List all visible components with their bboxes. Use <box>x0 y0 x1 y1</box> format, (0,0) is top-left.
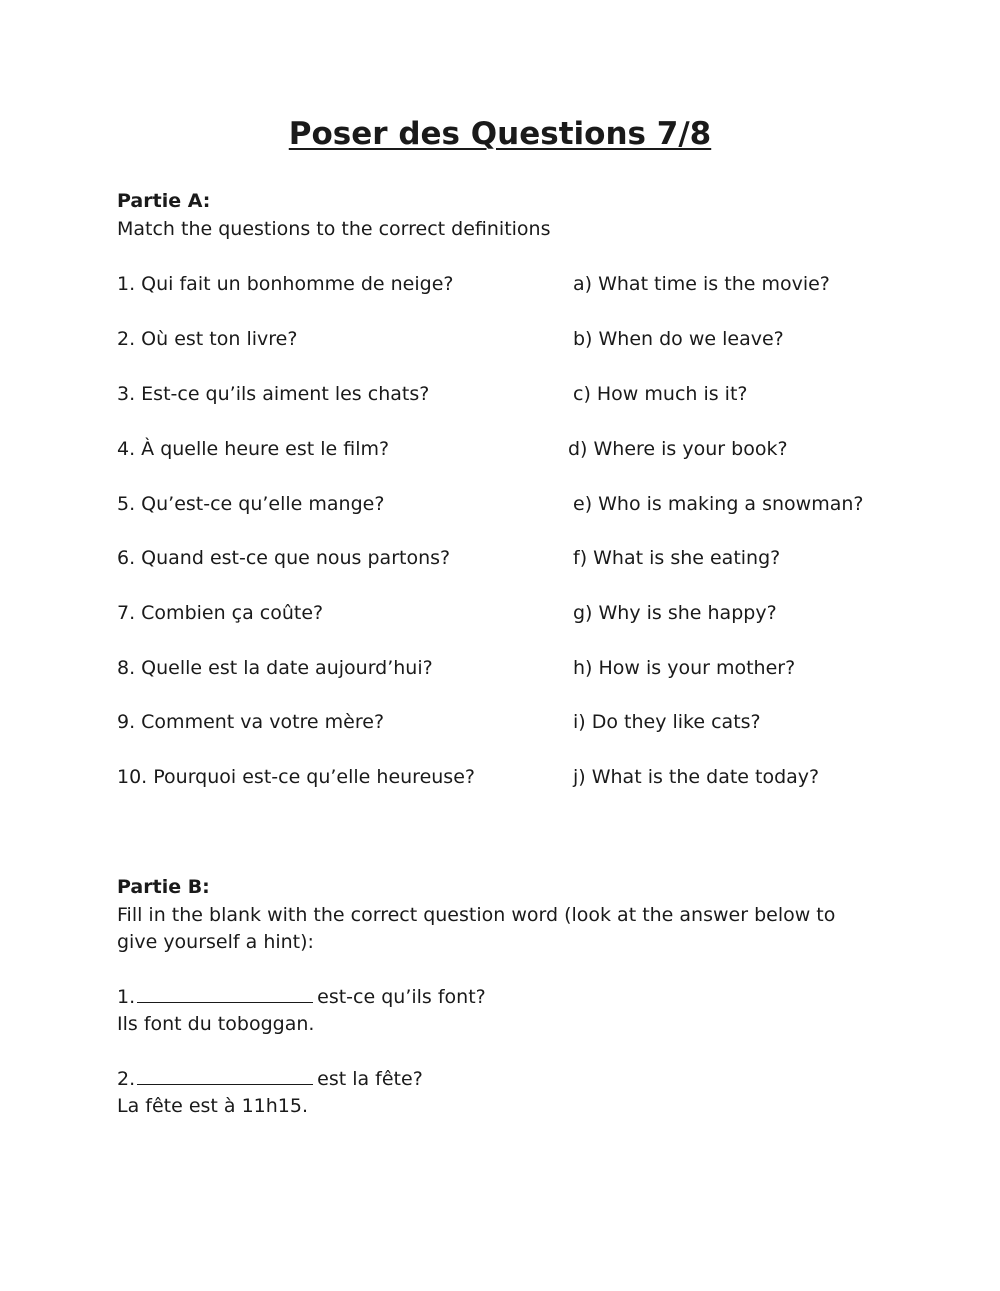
definition-item: g) Why is she happy? <box>573 602 777 624</box>
fill-blank-answer-2: La fête est à 11h15. <box>117 1095 309 1117</box>
fill-blank-question-text: est-ce qu’ils font? <box>317 986 486 1008</box>
partie-a-heading: Partie A: <box>117 190 211 212</box>
question-item: 5. Qu’est-ce qu’elle mange? <box>117 493 385 515</box>
question-item: 1. Qui fait un bonhomme de neige? <box>117 273 454 295</box>
question-item: 2. Où est ton livre? <box>117 328 298 350</box>
definition-item: j) What is the date today? <box>573 766 820 788</box>
fill-blank-answer-1: Ils font du toboggan. <box>117 1013 315 1035</box>
question-item: 7. Combien ça coûte? <box>117 602 324 624</box>
fill-blank-number: 1. <box>117 986 136 1008</box>
question-item: 8. Quelle est la date aujourd’hui? <box>117 657 433 679</box>
definition-item: c) How much is it? <box>573 383 748 405</box>
partie-b-instructions-line-1: Fill in the blank with the correct question word (look at the answer below to <box>117 904 836 926</box>
partie-b-instructions-line-2: give yourself a hint): <box>117 931 314 953</box>
definition-item: e) Who is making a snowman? <box>573 493 864 515</box>
partie-a-instructions: Match the questions to the correct definitions <box>117 218 551 240</box>
question-item: 3. Est-ce qu’ils aiment les chats? <box>117 383 430 405</box>
definition-item: f) What is she eating? <box>573 547 781 569</box>
question-item: 4. À quelle heure est le film? <box>117 438 390 460</box>
fill-blank-question-text: est la fête? <box>317 1068 423 1090</box>
definition-item: a) What time is the movie? <box>573 273 830 295</box>
worksheet-title: Poser des Questions 7/8 <box>288 116 712 152</box>
fill-blank-question-2 <box>117 1065 423 1093</box>
question-item: 9. Comment va votre mère? <box>117 711 385 733</box>
answer-blank-2[interactable] <box>137 1066 313 1085</box>
definition-item: d) Where is your book? <box>568 438 788 460</box>
definition-item: b) When do we leave? <box>573 328 784 350</box>
definition-item: i) Do they like cats? <box>573 711 761 733</box>
fill-blank-question-1 <box>117 983 486 1011</box>
answer-blank-1[interactable] <box>137 984 313 1003</box>
definition-item: h) How is your mother? <box>573 657 796 679</box>
partie-b-heading: Partie B: <box>117 876 210 898</box>
question-item: 6. Quand est-ce que nous partons? <box>117 547 451 569</box>
fill-blank-number: 2. <box>117 1068 136 1090</box>
question-item: 10. Pourquoi est-ce qu’elle heureuse? <box>117 766 475 788</box>
